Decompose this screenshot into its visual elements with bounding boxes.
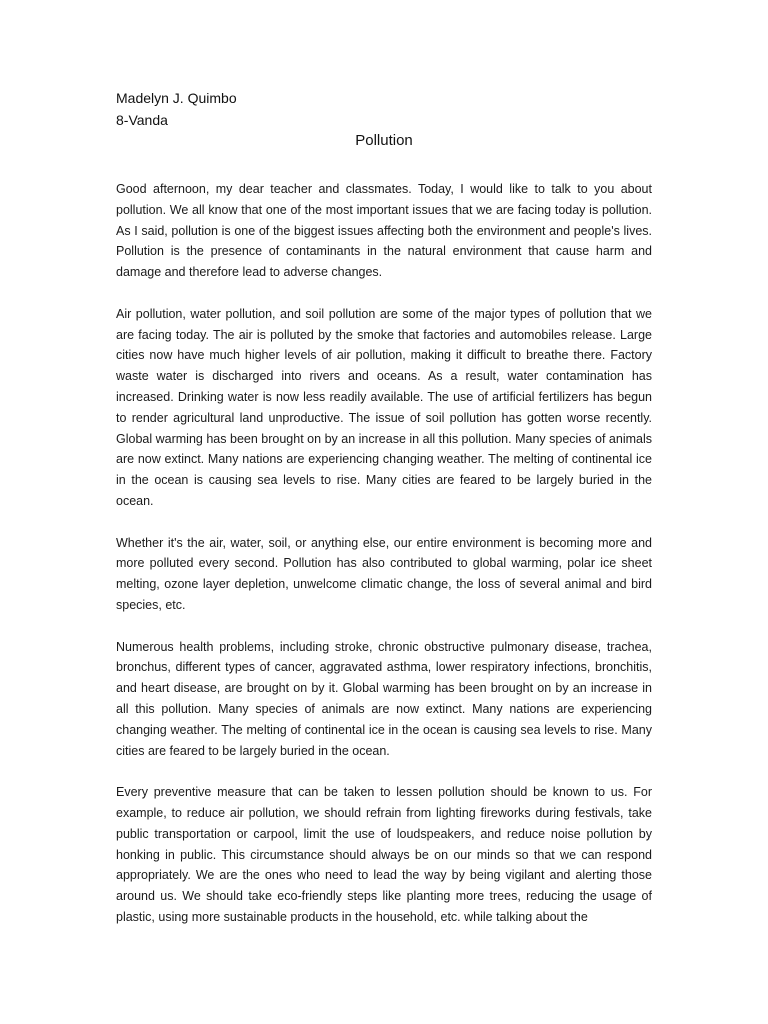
document-title: Pollution: [355, 132, 413, 149]
paragraph: Numerous health problems, including stroke, chronic obstructive pulmonary disease, trachea, bronchus, different types of cancer, aggravated asthma, lower respiratory infections, bronchitis, and heart disease, are brought on by it. Global warming has been brought on by an increase in all this pollution. Many species of animals are now extinct. Many nations are experiencing changing weather. The melting of continental ice in the ocean is causing sea levels to rise. Many cities are feared to be largely buried in the ocean.: [116, 639, 652, 758]
document-body: [116, 179, 652, 948]
paragraph: Good afternoon, my dear teacher and classmates. Today, I would like to talk to you about pollution. We all know that one of the most important issues that we are facing today is pollution. As I said, pollution is one of the biggest issues affecting both the environment and people's lives. Pollution is the presence of contaminants in the natural environment that cause harm and damage and therefore lead to adverse changes.: [116, 182, 652, 280]
author-name: Madelyn J. Quimbo: [116, 90, 237, 106]
paragraph: Air pollution, water pollution, and soil pollution are some of the major types of pollution that we are facing today. The air is polluted by the smoke that factories and automobiles release. Large cities now have much higher levels of air pollution, making it difficult to breathe there. Factory waste water is discharged into rivers and oceans. As a result, water contamination has increased. Drinking water is now less readily available. The use of artificial fertilizers has begun to render agricultural land unproductive. The issue of soil pollution has gotten worse recently. Global warming has been brought on by an increase in all this pollution. Many species of animals are now extinct. Many nations are experiencing changing weather. The melting of continental ice in the ocean is causing sea levels to rise. Many cities are feared to be largely buried in the ocean.: [116, 306, 652, 508]
paragraph: Every preventive measure that can be taken to lessen pollution should be known to us. For example, to reduce air pollution, we should refrain from lighting fireworks during festivals, take public transportation or carpool, limit the use of loudspeakers, and reduce noise pollution by honking in public. This circumstance should always be on our minds so that we can respond appropriately. We are the ones who need to lead the way by being vigilant and alerting those around us. We should take eco-friendly steps like planting more trees, reducing the usage of plastic, using more sustainable products in the household, etc. while talking about the: [116, 785, 652, 924]
paragraph: Whether it's the air, water, soil, or anything else, our entire environment is becoming more and more polluted every second. Pollution has also contributed to global warming, polar ice sheet melting, ozone layer depletion, unwelcome climatic change, the loss of several animal and bird species, etc.: [116, 535, 652, 612]
author-block: [116, 87, 237, 131]
class-section: 8-Vanda: [116, 112, 168, 128]
